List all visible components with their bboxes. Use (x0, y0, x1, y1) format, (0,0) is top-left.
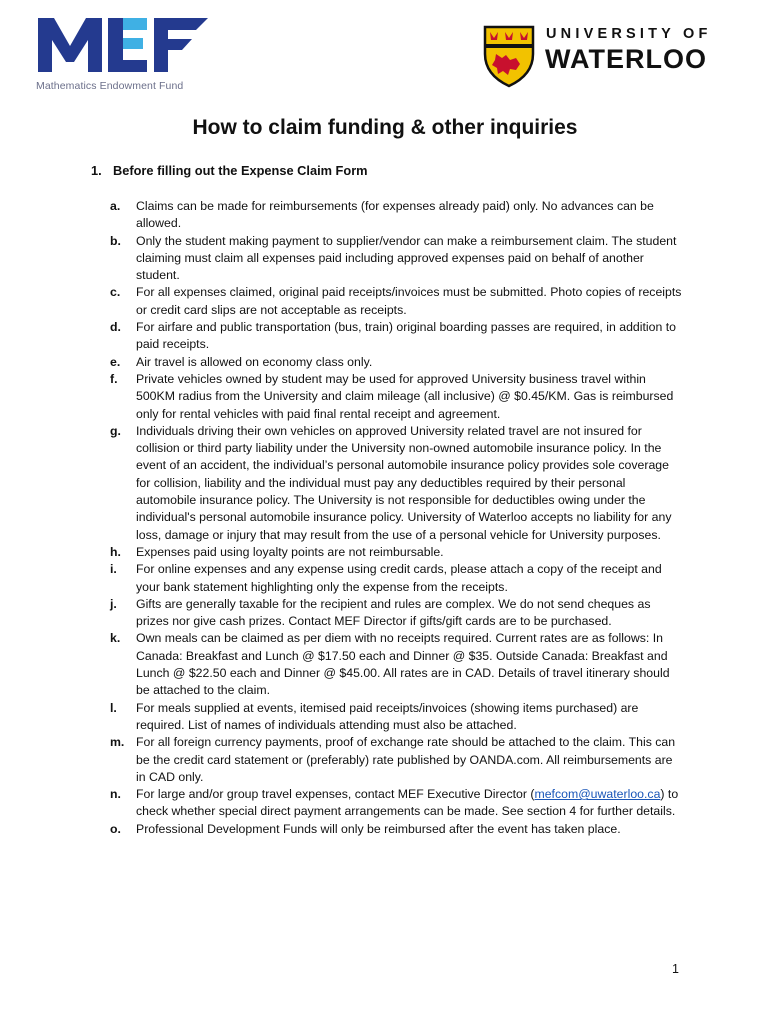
item-text-before: For large and/or group travel expenses, contact MEF Executive Director ( (136, 787, 535, 802)
item-text: Individuals driving their own vehicles on approved University related travel are not insured for collision or third party liability under the University non-owned automobile insurance policy. In the event of an accident, the individual’s personal automobile insurance policy provides sole coverage for collision, liability and the individual must pay any deductibles required by their personal automobile insurance policy. The University is not responsible for deductibles owing under the individual's personal automobile insurance policy. University of Waterloo accepts no liability for any loss, damage or injury that may result from the use of a personal vehicle for University purposes. (136, 423, 672, 542)
item-text: Private vehicles owned by student may be used for approved University business travel within 500KM radius from the University and claim mileage (all inclusive) @ $0.45/KM. Gas is reimbursed only for rental vehicles with paid final rental receipt and agreement. (136, 371, 674, 421)
section-number: 1. (91, 163, 102, 178)
uw-logo (482, 24, 752, 94)
item-label: g. (110, 423, 121, 438)
mef-logo (36, 14, 212, 94)
section-title: Before filling out the Expense Claim Form (113, 163, 368, 178)
item-label: k. (110, 631, 121, 646)
list-item (110, 198, 684, 233)
list-item (110, 786, 684, 821)
item-text: For all foreign currency payments, proof of exchange rate should be attached to the claim. This can be the credit card statement or (preferably) rate published by OANDA.com. All reimbursements are in CAD only. (136, 735, 676, 784)
list-item (110, 371, 684, 423)
item-label: l. (110, 700, 117, 715)
list-item (110, 284, 684, 319)
item-label: d. (110, 320, 121, 335)
claim-rules-list (110, 198, 684, 838)
item-label: c. (110, 285, 121, 300)
item-text: For airfare and public transportation (bus, train) original boarding passes are required, in addition to paid receipts. (136, 320, 677, 352)
list-item (110, 561, 684, 596)
item-label: a. (110, 199, 121, 213)
item-label: f. (110, 371, 118, 386)
uw-line1: UNIVERSITY OF (546, 26, 712, 42)
email-link[interactable]: mefcom@uwaterloo.ca (534, 787, 661, 802)
page-number: 1 (672, 962, 679, 976)
item-text: Professional Development Funds will only be reimbursed after the event has taken place. (136, 821, 621, 836)
uw-line2: WATERLOO (545, 44, 707, 74)
list-item (110, 233, 684, 285)
item-label: e. (110, 354, 121, 369)
list-item (110, 423, 684, 544)
list-item (110, 734, 684, 786)
section-heading (91, 162, 368, 180)
item-label: i. (110, 562, 117, 577)
item-text: Own meals can be claimed as per diem with no receipts required. Current rates are as follows: In Canada: Breakfast and Lunch @ $17.50 each and Dinner @ $35. Outside Canada: Breakfast and Lunch @ $22.50 each and Dinner @ $45.00. All rates are in CAD. Details of travel itinerary should be attached to the claim. (136, 631, 670, 698)
list-item (110, 544, 684, 561)
list-item (110, 700, 684, 735)
item-label: n. (110, 787, 121, 802)
list-item (110, 354, 684, 371)
list-item (110, 630, 684, 699)
list-item (110, 596, 684, 631)
item-text: For online expenses and any expense using credit cards, please attach a copy of the receipt and your bank statement highlighting only the expense from the receipts. (136, 562, 662, 594)
item-label: o. (110, 821, 121, 836)
item-text: Only the student making payment to supplier/vendor can make a reimbursement claim. The student claiming must claim all expenses paid including approved expenses paid on behalf of another student. (136, 233, 677, 283)
item-text: Expenses paid using loyalty points are not reimbursable. (136, 544, 444, 559)
crest-icon (482, 24, 536, 88)
item-label: b. (110, 233, 121, 248)
mef-caption: Mathematics Endowment Fund (36, 80, 184, 92)
item-text: Gifts are generally taxable for the recipient and rules are complex. We do not send cheques as prizes nor give cash prizes. Contact MEF Director if gifts/gift cards are to be purchased. (136, 596, 651, 629)
item-text-after: ) to check whether special direct payment arrangements can be made. See section 4 for further details. (136, 787, 679, 819)
item-text: Claims can be made for reimbursements (for expenses already paid) only. No advances can be allowed. (136, 199, 654, 231)
item-text: Air travel is allowed on economy class only. (136, 354, 373, 369)
item-label: j. (110, 596, 117, 611)
item-label: h. (110, 544, 121, 559)
list-item (110, 821, 684, 838)
item-text: For all expenses claimed, original paid receipts/invoices must be submitted. Photo copies of receipts or credit card slips are not acceptable as receipts. (136, 285, 682, 317)
list-item (110, 319, 684, 354)
item-label: m. (110, 735, 125, 750)
page-title: How to claim funding & other inquiries (192, 116, 578, 139)
mef-logo-mark (36, 14, 212, 76)
item-text: For meals supplied at events, itemised paid receipts/invoices (showing items purchased) are required. List of names of individuals attending must also be attached. (136, 700, 639, 732)
